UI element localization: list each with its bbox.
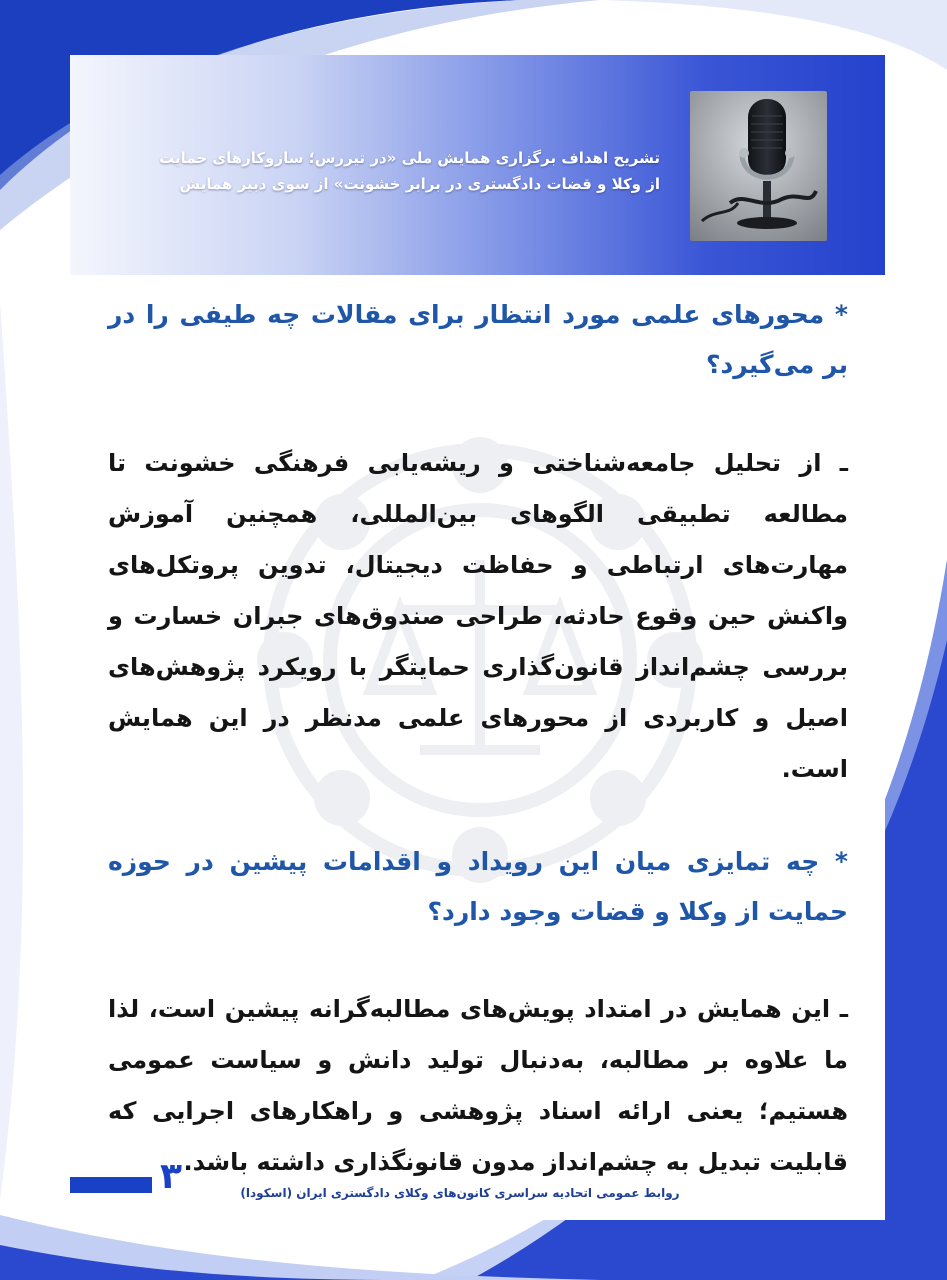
question-2: * چه تمایزی میان این رویداد و اقدامات پیشین در حوزه حمایت از وکلا و قضات وجود دارد؟	[108, 847, 848, 926]
header-title: تشریح اهداف برگزاری همایش ملی «در تیررس؛ سازوکارهای حمایت از وکلا و قضات دادگستری در برابر خشونت» از سوی دبیر همایش	[159, 149, 660, 193]
footer-accent-bar	[70, 1177, 152, 1193]
answer-1: ـ از تحلیل جامعه‌شناختی و ریشه‌یابی فرهنگی خشونت تا مطالعه تطبیقی الگوهای بین‌المللی، همچنین آموزش مهارت‌های ارتباطی و حفاظت دیجیتال، تدوین پروتکل‌های واکنش حین وقوع حادثه، طراحی صندوق‌های جبران خسارت و بررسی چشم‌انداز قانون‌گذاری حمایتگر با رویکرد پژوهش‌های اصیل و کاربردی از محورهای علمی مدنظر در این همایش است.	[108, 449, 848, 783]
answer-2: ـ این همایش در امتداد پویش‌های مطالبه‌گرانه پیشین است، لذا ما علاوه بر مطالبه، به‌دنبال تولید دانش و سیاست عمومی هستیم؛ یعنی ارائه اسناد پژوهشی و راهکارهای اجرایی که قابلیت تبدیل به چشم‌انداز مدون قانونگذاری داشته باشد.	[108, 995, 848, 1176]
page-number: ۳	[160, 1156, 182, 1197]
microphone-icon	[690, 91, 827, 241]
interview-content	[108, 290, 848, 1188]
footer-organization: روابط عمومی اتحادیه سراسری کانون‌های وکلای دادگستری ایران (اسکودا)	[240, 1186, 680, 1200]
question-1: * محورهای علمی مورد انتظار برای مقالات چه طیفی را در بر می‌گیرد؟	[108, 300, 848, 379]
